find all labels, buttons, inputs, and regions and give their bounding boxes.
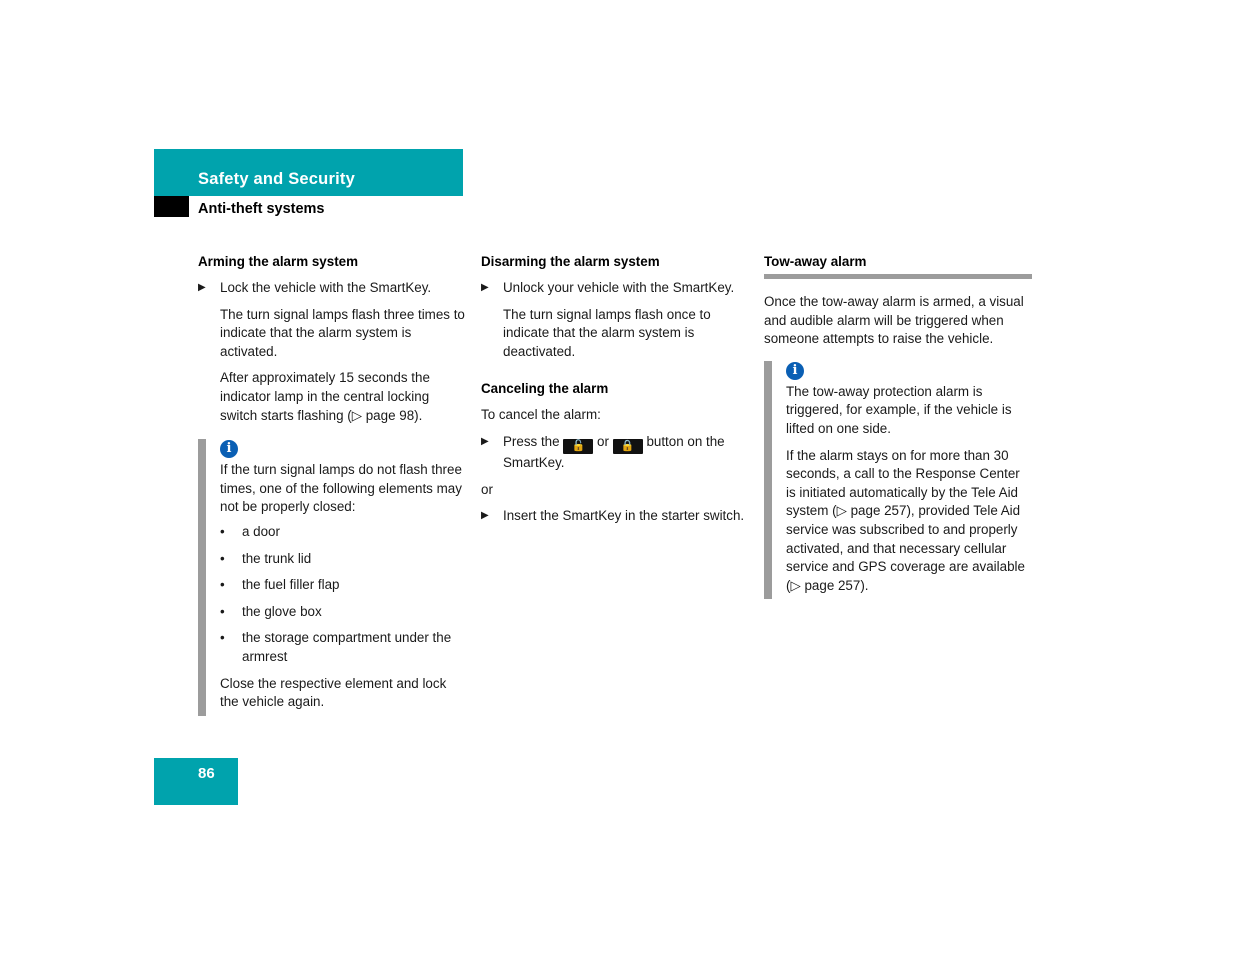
bullet-list — [220, 523, 468, 667]
list-item: • the trunk lid — [220, 550, 468, 569]
step-arrow-icon: ▶ — [481, 282, 489, 293]
paragraph: The turn signal lamps flash three times to indicate that the alarm system is activated. — [220, 306, 465, 359]
bullet-icon: • — [220, 550, 225, 566]
list-item: • a door — [220, 523, 468, 542]
info-note — [198, 439, 468, 716]
column-disarming — [481, 252, 751, 534]
list-item: • the fuel filler flap — [220, 576, 468, 595]
bullet-icon: • — [220, 523, 225, 539]
column-arming — [198, 252, 468, 716]
paragraph: After approximately 15 seconds the indicator lamp in the central locking switch starts flashing (▷ page 98). — [220, 370, 430, 423]
note-outro: Close the respective element and lock the vehicle again. — [220, 675, 447, 710]
step-arrow-icon: ▶ — [481, 435, 489, 447]
subsection-title: Anti-theft systems — [198, 201, 325, 217]
section-title: Safety and Security — [198, 170, 355, 188]
paragraph: The turn signal lamps flash once to indicate that the alarm system is deactivated. — [503, 306, 711, 359]
step-insert-key — [481, 507, 751, 526]
lock-key-icon: 🔒 — [613, 439, 643, 454]
page-number: 86 — [198, 765, 215, 782]
info-icon: i — [220, 440, 238, 458]
list-item: • the storage compartment under the armrest — [220, 629, 468, 666]
paragraph: Once the tow-away alarm is armed, a visual and audible alarm will be triggered when someone attempts to raise the vehicle. — [764, 294, 1024, 347]
info-note — [764, 361, 1032, 600]
heading-rule — [764, 252, 1032, 279]
heading-disarming: Disarming the alarm system — [481, 254, 660, 269]
note-paragraph: The tow-away protection alarm is triggered, for example, if the vehicle is lifted on one side. — [786, 383, 1012, 436]
step-lock — [198, 279, 468, 298]
column-tow-away — [764, 252, 1032, 599]
list-item: • the glove box — [220, 603, 468, 622]
heading-canceling: Canceling the alarm — [481, 381, 609, 397]
heading-arming: Arming the alarm system — [198, 254, 359, 269]
step-press-button — [481, 433, 751, 473]
unlock-key-icon: 🔓 — [563, 439, 593, 454]
bullet-icon: • — [220, 577, 225, 593]
cancel-intro: To cancel the alarm: — [481, 407, 601, 423]
step-arrow-icon: ▶ — [481, 510, 489, 522]
step-text: Unlock your vehicle with the SmartKey. — [503, 280, 735, 295]
step-text: Press the 🔓 or 🔒 button on the SmartKey. — [503, 433, 725, 470]
bullet-icon: • — [220, 603, 225, 619]
step-unlock — [481, 279, 751, 298]
step-text: Lock the vehicle with the SmartKey. — [220, 280, 432, 295]
note-paragraph: If the alarm stays on for more than 30 seconds, a call to the Response Center is initiated automatically by the Tele Aid system (▷ page 257), provided Tele Aid service was subscribed to and properly activated, and that necessary cellular service and GPS coverage are available (▷ page 257). — [786, 447, 1025, 593]
step-arrow-icon: ▶ — [198, 282, 206, 293]
heading-tow-away: Tow-away alarm — [764, 254, 867, 269]
note-intro: If the turn signal lamps do not flash three times, one of the following elements may not be properly closed: — [220, 462, 462, 515]
bullet-icon: • — [220, 630, 225, 646]
info-icon: i — [786, 362, 804, 380]
header-marker — [154, 196, 189, 217]
or-separator: or — [481, 481, 493, 497]
step-text: Insert the SmartKey in the starter switch. — [503, 508, 745, 524]
